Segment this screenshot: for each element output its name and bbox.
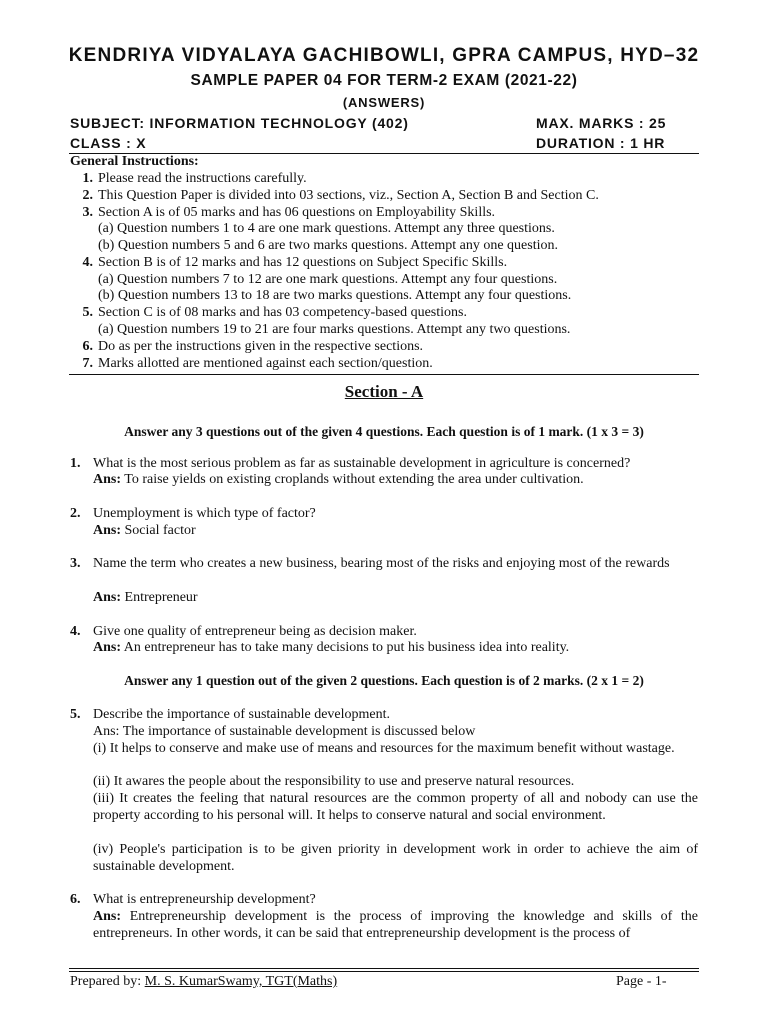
- instruction-item: [70, 305, 710, 322]
- answer-4: [93, 640, 698, 657]
- footer-prepared-by: [70, 974, 337, 990]
- question-text: Describe the importance of sustainable development.: [93, 707, 391, 722]
- subject-label: SUBJECT: INFORMATION TECHNOLOGY (402): [70, 115, 409, 131]
- answer-label: Ans:: [93, 523, 122, 538]
- question-number: 1.: [70, 456, 81, 471]
- footer-divider: [69, 968, 699, 969]
- answer-text: To raise yields on existing croplands without extending the area under cultivation.: [124, 472, 584, 487]
- instruction-item: [70, 255, 710, 272]
- section-note-two-mark: Answer any 1 question out of the given 2 questions. Each question is of 2 marks. (2 x 1 = 2): [124, 673, 644, 688]
- question-5: [70, 707, 698, 724]
- instruction-subitem: (a) Question numbers 7 to 12 are one mark questions. Attempt any four questions.: [98, 272, 558, 287]
- question-text: What is entrepreneurship development?: [93, 892, 316, 907]
- answer-2: [93, 523, 698, 540]
- answer-text: Social factor: [124, 523, 196, 538]
- question-text: Unemployment is which type of factor?: [93, 506, 316, 521]
- instruction-item: [70, 356, 710, 373]
- section-a-title: [0, 382, 768, 402]
- answer-5-point: (iv) People's participation is to be given priority in development work in order to achieve the aim of sustainable development.: [93, 842, 698, 874]
- instruction-subitem: (a) Question numbers 19 to 21 are four marks questions. Attempt any two questions.: [98, 322, 571, 337]
- paper-title: SAMPLE PAPER 04 FOR TERM-2 EXAM (2021-22): [190, 72, 578, 89]
- section-note-one-mark: Answer any 3 questions out of the given 4 questions. Each question is of 1 mark. (1 x 3 = 3): [124, 424, 644, 439]
- answer-text: Entrepreneurship development is the process of improving the knowledge and skills of the entrepreneurs. In other words, it can be said that entrepreneurship development is the process of: [93, 909, 699, 941]
- answer-text: An entrepreneur has to take many decisions to put his business idea into reality.: [123, 640, 570, 655]
- instruction-subitem: (a) Question numbers 1 to 4 are one mark questions. Attempt any three questions.: [98, 221, 555, 236]
- page-number: Page - 1-: [616, 974, 667, 989]
- instruction-number: 3.: [82, 205, 93, 220]
- school-name: KENDRIYA VIDYALAYA GACHIBOWLI, GPRA CAMPUS, HYD–32: [68, 45, 700, 66]
- answer-label: Ans:: [93, 590, 122, 605]
- question-1: [70, 456, 698, 473]
- question-number: 6.: [70, 892, 81, 907]
- question-number: 4.: [70, 624, 81, 639]
- answer-1: [93, 472, 698, 489]
- instruction-text: Section B is of 12 marks and has 12 questions on Subject Specific Skills.: [98, 255, 508, 270]
- answer-3: [93, 590, 698, 607]
- instruction-text: This Question Paper is divided into 03 sections, viz., Section A, Section B and Section C.: [98, 188, 599, 203]
- question-number: 2.: [70, 506, 81, 521]
- instruction-text: Please read the instructions carefully.: [98, 171, 307, 186]
- instruction-text: Marks allotted are mentioned against each section/question.: [98, 356, 433, 371]
- prepared-by-label: Prepared by:: [70, 974, 145, 989]
- instruction-item: [70, 188, 710, 205]
- answer-5-point: (ii) It awares the people about the responsibility to use and preserve natural resources.: [93, 774, 575, 789]
- answer-label: Ans:: [93, 640, 122, 655]
- instruction-item: [70, 171, 710, 188]
- question-number: 3.: [70, 556, 81, 571]
- answer-6: [93, 909, 698, 943]
- question-text: What is the most serious problem as far as sustainable development in agriculture is concerned?: [93, 456, 631, 471]
- instruction-number: 2.: [82, 188, 93, 203]
- answer-label: Ans:: [93, 472, 122, 487]
- class-label: CLASS : X: [70, 135, 147, 151]
- question-6: [70, 892, 698, 909]
- instruction-number: 5.: [82, 305, 93, 320]
- instruction-number: 6.: [82, 339, 93, 354]
- instruction-text: Section A is of 05 marks and has 06 questions on Employability Skills.: [98, 205, 496, 220]
- instruction-subitem: (b) Question numbers 13 to 18 are two marks questions. Attempt any four questions.: [98, 288, 572, 303]
- instruction-number: 1.: [82, 171, 93, 186]
- answer-5-point: (i) It helps to conserve and make use of means and resources for the maximum benefit without wastage.: [93, 741, 675, 756]
- instruction-subitem: (b) Question numbers 5 and 6 are two marks questions. Attempt any one question.: [98, 238, 558, 253]
- instruction-text: Do as per the instructions given in the respective sections.: [98, 339, 424, 354]
- answers-label: (ANSWERS): [342, 95, 426, 110]
- answer-text: Entrepreneur: [124, 590, 198, 605]
- instruction-item: [70, 339, 710, 356]
- question-text: Name the term who creates a new business, bearing most of the risks and enjoying most of the rewards: [93, 556, 670, 571]
- instruction-number: 4.: [82, 255, 93, 270]
- author-name: M. S. KumarSwamy, TGT(Maths): [144, 974, 338, 989]
- duration-label: DURATION : 1 HR: [536, 135, 666, 151]
- instruction-item: [70, 205, 710, 222]
- instruction-text: Section C is of 08 marks and has 03 competency-based questions.: [98, 305, 467, 320]
- answer-5-point: (iii) It creates the feeling that natural resources are the common property of all and nobody can use the property according to his personal will. It helps to conserve natural and social environment.: [93, 791, 698, 823]
- question-number: 5.: [70, 707, 81, 722]
- section-a-title-text: Section - A: [344, 382, 424, 401]
- answer-label: Ans:: [93, 909, 122, 924]
- instruction-number: 7.: [82, 356, 93, 371]
- answer-5-intro: Ans: The importance of sustainable development is discussed below: [93, 724, 476, 739]
- question-2: [70, 506, 698, 523]
- question-4: [70, 624, 698, 641]
- question-text: Give one quality of entrepreneur being as decision maker.: [93, 624, 417, 639]
- instructions-title: General Instructions:: [70, 154, 199, 169]
- question-3: [70, 556, 698, 573]
- instructions-divider: [69, 374, 699, 375]
- max-marks-label: MAX. MARKS : 25: [536, 115, 667, 131]
- footer-divider: [69, 971, 699, 972]
